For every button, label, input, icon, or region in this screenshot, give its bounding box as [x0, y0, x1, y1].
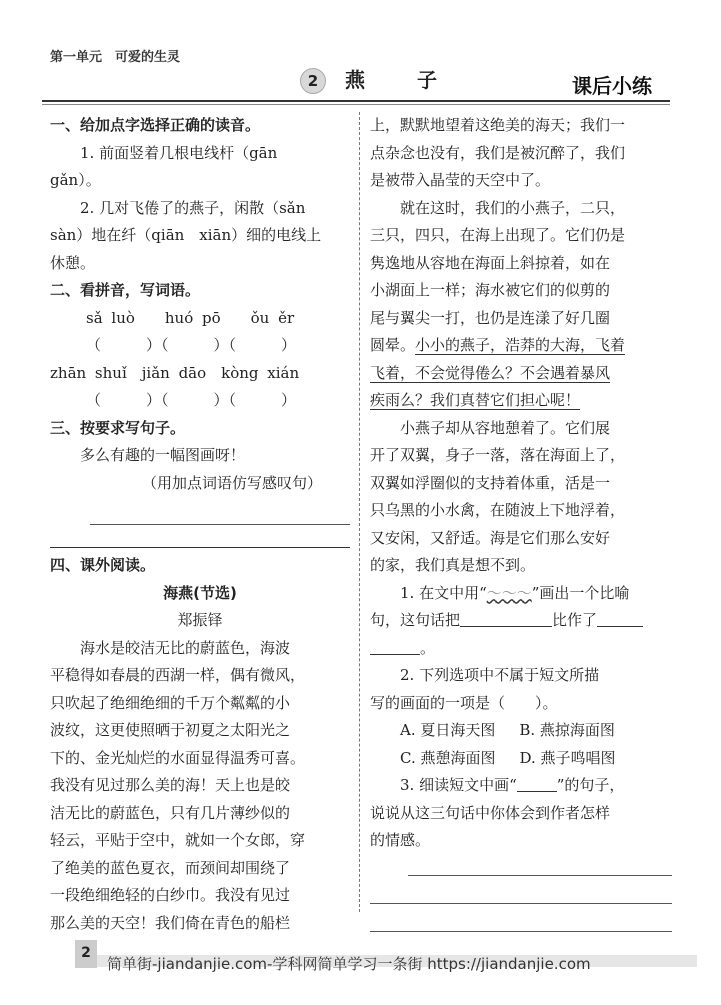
unit-label: 第一单元 可爱的生灵 [50, 50, 181, 65]
rq3-answer-line-3[interactable] [370, 931, 672, 932]
article-left-line: 一段绝细绝轻的白纱巾。我没有见过 [50, 886, 291, 904]
underlined-sentence-3: 疾雨么？我们真替它们担心呢！ [370, 391, 581, 409]
practice-label: 课后小练 [572, 74, 652, 98]
rq3-mark [517, 781, 557, 792]
article-body-left [50, 635, 350, 938]
option-b[interactable]: B. 燕掠海面图 [519, 721, 615, 739]
q2-title: 二、看拼音，写词语。 [50, 281, 201, 299]
article-left-line: 我没有见过那么美的海！天上也是皎 [50, 776, 291, 794]
article-p3-line: 又安闲，又舒适。海是它们那么安好 [370, 528, 611, 547]
article-paragraph-2 [370, 195, 672, 333]
article-p3-line: 的家，我们真是想不到。 [370, 556, 536, 574]
rq1-end: 。 [420, 638, 436, 657]
article-p2-line: 隽逸地从容地在海面上斜掠着，如在 [370, 253, 611, 272]
q3-sentence: 多么有趣的一幅图画呀！ [80, 446, 246, 464]
q1-title: 一、给加点字选择正确的读音。 [50, 116, 261, 134]
article-left-line: 只吹起了绝细绝细的千万个粼粼的小 [50, 693, 291, 712]
rq1-line1 [370, 580, 672, 608]
article-p2-line: 三只，四只，在海上出现了。它们仍是 [370, 226, 626, 244]
article-p3-line: 开了双翼，身子一落，落在海面上了， [370, 446, 626, 464]
article-left-line: 了绝美的蓝色夏衣，而颈间却围绕了 [50, 858, 291, 877]
q1-item1-line1: 1. 前面竖着几根电线杆（gān [80, 143, 278, 162]
rq2-line1: 2. 下列选项中不属于短文所描 [400, 666, 600, 684]
article-left-line: 波纹，这更使照晒于初夏之太阳光之 [50, 721, 291, 739]
underlined-line-2 [370, 360, 672, 388]
underlined-sentence-2: 飞着，不会觉得倦么？不会遇着暴风 [370, 363, 611, 382]
rq1-pre: 1. 在文中用“ [400, 583, 487, 602]
article-p3-line: 双翼如浮圈似的支持着体重，活是一 [370, 473, 611, 492]
rq2-line2[interactable]: 写的画面的一项是（ ）。 [370, 693, 558, 712]
article-p1-line: 点杂念也没有，我们是被沉醉了，我们 [370, 143, 626, 162]
article-title: 海燕(节选) [163, 583, 237, 602]
article-p2-line: 就在这时，我们的小燕子，二只， [370, 198, 626, 217]
rq1-blank-1[interactable] [460, 610, 552, 627]
option-d[interactable]: D. 燕子鸣唱图 [519, 748, 616, 767]
lesson-title: 燕子 [345, 68, 489, 92]
rq3-pre: 3. 细读短文中画“ [400, 776, 517, 794]
article-p1-line: 是被带入晶莹的天空中了。 [370, 171, 551, 189]
rq1-b-mid: 比作了 [552, 611, 598, 629]
article-p1-line: 上，默默地望着这绝美的海天；我们一 [370, 116, 626, 134]
column-divider [359, 112, 360, 912]
rq1-line3 [370, 635, 672, 663]
rq1-post: ”画出一个比喻 [531, 583, 630, 602]
rq1-blank-2[interactable] [597, 610, 643, 627]
article-left-line: 轻云，平贴于空中，就如一个女郎，穿 [50, 831, 306, 849]
section-divider [50, 547, 350, 548]
rq1-line2 [370, 607, 672, 635]
underlined-line-3 [370, 387, 672, 415]
right-column [370, 112, 672, 932]
rq3-post: ”的句子， [556, 776, 625, 794]
q1-item2-line3: 休憩。 [50, 253, 96, 272]
article-paragraph-2-end [370, 332, 672, 360]
q3-title: 三、按要求写句子。 [50, 418, 186, 437]
left-column [50, 112, 350, 937]
q3-requirement: （用加点词语仿写感叹句） [142, 473, 323, 492]
article-left-line: 那么美的天空！我们倚在青色的船栏 [50, 913, 291, 932]
lesson-number-badge: 2 [300, 68, 326, 94]
q2-blank-row1[interactable]: （ ）（ ）（ ） [86, 336, 297, 354]
rq3-line3: 的情感。 [370, 831, 431, 849]
article-left-line: 洁无比的蔚蓝色，只有几片薄纱似的 [50, 803, 291, 822]
q4-title: 四、课外阅读。 [50, 556, 156, 574]
article-author: 郑振铎 [177, 611, 223, 629]
underlined-sentence-1: 小小的燕子，浩莽的大海，飞着 [415, 336, 626, 354]
article-p3-line: 小燕子却从容地憩着了。它们展 [370, 418, 611, 437]
page-number: 2 [75, 940, 97, 968]
article-paragraph-1-cont [370, 112, 672, 195]
rq2-options-row2 [370, 745, 672, 773]
option-c[interactable]: C. 燕憩海面图 [400, 748, 496, 767]
option-a[interactable]: A. 夏日海天图 [400, 721, 496, 739]
q1-item2-line1: 2. 几对飞倦了的燕子，闲散（sǎn [80, 198, 306, 217]
rq3-line2: 说说从这三句话中你体会到作者怎样 [370, 803, 611, 822]
footer-watermark-text: 简单街-jiandanjie.com-学科网简单学习一条街 https://jiandanjie.com [107, 955, 591, 973]
rq1-b-pre: 句，这句话把 [370, 611, 461, 629]
article-left-line: 平稳得如春晨的西湖一样，偶有微风， [50, 666, 306, 684]
q1-item1-line2: gǎn）。 [50, 171, 101, 189]
q1-item2-line2: sàn）地在纤（qiān xiān）细的电线上 [50, 226, 322, 244]
p2-last-plain: 圆晕。 [370, 336, 416, 354]
header-rule [42, 100, 670, 102]
q2-blank-row2[interactable]: （ ）（ ）（ ） [86, 391, 297, 409]
article-left-line: 下的、金光灿烂的水面显得温秀可喜。 [50, 748, 306, 767]
rq1-blank-3[interactable] [370, 638, 420, 655]
article-p2-line: 小湖面上一样；海水被它们的似剪的 [370, 281, 611, 299]
rq2-options-row1 [370, 717, 672, 745]
article-left-line: 海水是皎洁无比的蔚蓝色，海波 [50, 638, 291, 657]
article-p2-line: 尾与翼尖一打，也仍是连漾了好几圈 [370, 308, 611, 327]
q2-pinyin-row1: sǎ luò huó pō ǒu ěr [86, 308, 295, 327]
q2-pinyin-row2: zhān shuǐ jiǎn dāo kòng xián [50, 363, 300, 382]
article-p3-line: 只乌黑的小水禽，在随波上下地浮着， [370, 501, 626, 519]
article-paragraph-3 [370, 415, 672, 580]
header-rule-thin [42, 104, 670, 105]
wavy-mark: ～～～ [486, 583, 532, 602]
rq3-line1 [370, 772, 672, 800]
